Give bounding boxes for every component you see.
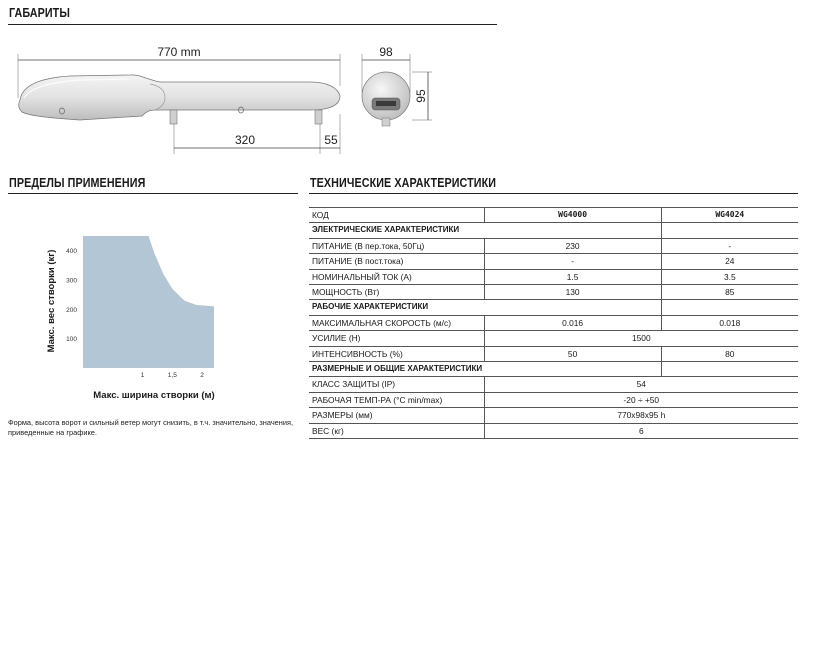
row-value-wg4000: 130 [484, 285, 661, 300]
row-value-shared: 1500 [484, 331, 798, 346]
table-row [309, 269, 798, 284]
group-spacer [484, 362, 661, 377]
model-wg4024-header: WG4024 [661, 208, 798, 223]
segment-b-label: 55 [324, 133, 338, 147]
row-value-wg4000: 0.016 [484, 315, 661, 330]
row-label: НОМИНАЛЬНЫЙ ТОК (А) [309, 269, 484, 284]
table-row [309, 285, 798, 300]
dimensions-rule [8, 24, 497, 25]
row-value-wg4000: 50 [484, 346, 661, 361]
code-header: КОД [309, 208, 484, 223]
row-label: МОЩНОСТЬ (Вт) [309, 285, 484, 300]
limits-chart [40, 228, 240, 403]
group-spacer [484, 223, 661, 238]
y-tick-label: 300 [66, 277, 77, 285]
table-head-row [309, 208, 798, 223]
row-value-wg4000: - [484, 254, 661, 269]
dimensions-drawing [10, 38, 450, 168]
group-spacer [661, 300, 798, 315]
height-label: 95 [414, 89, 428, 103]
y-tick-label: 200 [66, 306, 77, 314]
table-row [309, 331, 798, 346]
row-value-wg4024: 24 [661, 254, 798, 269]
row-value-shared: -20 ÷ +50 [484, 392, 798, 407]
row-value-wg4024: - [661, 238, 798, 253]
y-axis-label: Макс. вес створки (кг) [46, 249, 57, 353]
length-label: 770 mm [157, 45, 201, 59]
group-title: РАЗМЕРНЫЕ И ОБЩИЕ ХАРАКТЕРИСТИКИ [309, 362, 484, 377]
table-row [309, 408, 798, 423]
table-group-row [309, 223, 798, 238]
row-label: УСИЛИЕ (Н) [309, 331, 484, 346]
group-title: ЭЛЕКТРИЧЕСКИЕ ХАРАКТЕРИСТИКИ [309, 223, 484, 238]
x-tick-label: 1,5 [167, 372, 177, 379]
limits-rule [8, 193, 298, 194]
row-value-shared: 54 [484, 377, 798, 392]
segment-a-label: 320 [234, 133, 256, 147]
x-tick-label: 1 [140, 372, 145, 379]
limits-area [83, 236, 214, 368]
table-group-row [309, 362, 798, 377]
model-wg4000-header: WG4000 [484, 208, 661, 223]
row-label: ВЕС (кг) [309, 423, 484, 438]
row-value-wg4024: 85 [661, 285, 798, 300]
group-spacer [484, 300, 661, 315]
row-label: РАЗМЕРЫ (мм) [309, 408, 484, 423]
group-title: РАБОЧИЕ ХАРАКТЕРИСТИКИ [309, 300, 484, 315]
y-tick-label: 100 [66, 336, 77, 344]
limits-title: ПРЕДЕЛЫ ПРИМЕНЕНИЯ [9, 176, 146, 190]
row-label: ПИТАНИЕ (В пер.тока, 50Гц) [309, 238, 484, 253]
y-tick-label: 400 [66, 248, 77, 256]
table-row [309, 377, 798, 392]
row-value-wg4024: 80 [661, 346, 798, 361]
specs-title: ТЕХНИЧЕСКИЕ ХАРАКТЕРИСТИКИ [310, 176, 497, 190]
y-ticks [66, 248, 77, 343]
row-value-shared: 770x98x95 h [484, 408, 798, 423]
table-row [309, 392, 798, 407]
chart-note: Форма, высота ворот и сильный ветер могут снизить, в т.ч. значительно, значения, приведенные на графике. [8, 418, 294, 437]
row-value-shared: 6 [484, 423, 798, 438]
x-tick-label: 2 [200, 372, 204, 379]
x-axis-label: Макс. ширина створки (м) [93, 390, 215, 401]
row-label: КЛАСС ЗАЩИТЫ (IP) [309, 377, 484, 392]
table-row [309, 423, 798, 438]
group-spacer [661, 223, 798, 238]
row-label: РАБОЧАЯ ТЕМП-РА (°C min/max) [309, 392, 484, 407]
table-row [309, 346, 798, 361]
row-value-wg4000: 1.5 [484, 269, 661, 284]
row-value-wg4024: 0.018 [661, 315, 798, 330]
table-row [309, 315, 798, 330]
row-label: ПИТАНИЕ (В пост.тока) [309, 254, 484, 269]
row-label: ИНТЕНСИВНОСТЬ (%) [309, 346, 484, 361]
spec-table [309, 207, 798, 439]
group-spacer [661, 362, 798, 377]
specs-rule [309, 193, 798, 194]
row-value-wg4024: 3.5 [661, 269, 798, 284]
table-row [309, 238, 798, 253]
row-label: МАКСИМАЛЬНАЯ СКОРОСТЬ (м/с) [309, 315, 484, 330]
x-ticks [141, 372, 205, 379]
row-value-wg4000: 230 [484, 238, 661, 253]
width-label: 98 [379, 45, 393, 59]
dimensions-title: ГАБАРИТЫ [9, 6, 70, 20]
table-group-row [309, 300, 798, 315]
table-row [309, 254, 798, 269]
